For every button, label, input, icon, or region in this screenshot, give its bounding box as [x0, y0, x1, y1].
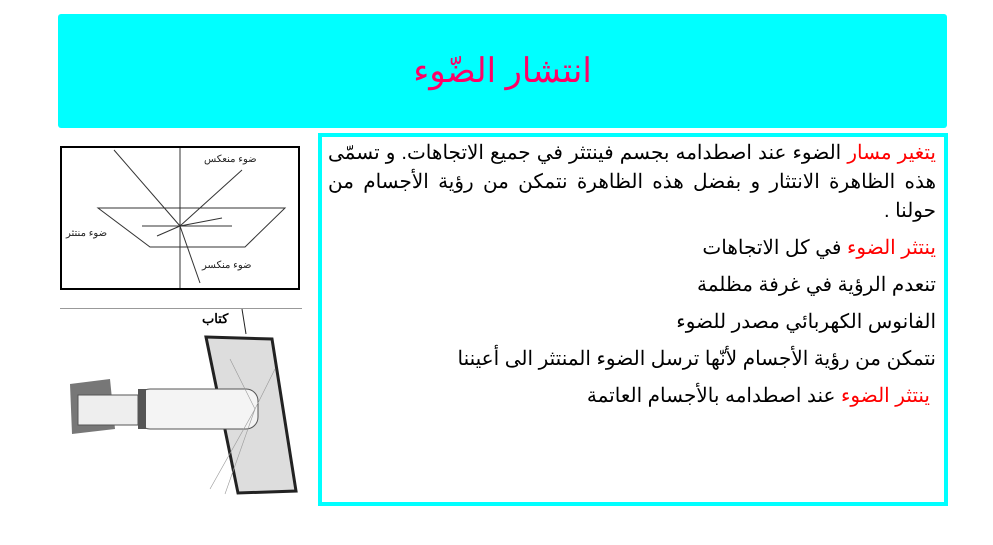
line-2 [328, 271, 936, 300]
title-banner [58, 14, 947, 128]
line-highlight: ينتثر الضوء [841, 385, 930, 407]
flashlight-book-image [60, 308, 302, 496]
line-4 [328, 345, 936, 374]
line-text: تنعدم الرؤية في غرفة مظلمة [696, 274, 936, 296]
scattering-diagram [60, 146, 300, 290]
reflected-light-label: ضوء منعكس [204, 154, 257, 165]
paragraph-highlight: يتغير مسار [847, 142, 937, 164]
line-highlight: ينتثر الضوء [847, 237, 936, 259]
line-text: الفانوس الكهربائي مصدر للضوء [676, 311, 936, 333]
line-1 [328, 234, 936, 263]
line-text: نتمكن من رؤية الأجسام لأنّها ترسل الضوء المنتثر الى أعيننا [457, 348, 936, 370]
flashlight-book-drawing [60, 309, 302, 496]
scattering-diagram-drawing [62, 148, 298, 288]
book-label: كتاب [202, 311, 229, 326]
line-3 [328, 308, 936, 337]
line-5 [328, 382, 936, 411]
line-text: في كل الاتجاهات [702, 237, 847, 259]
paragraph-text: الضوء عند اصطدامه بجسم فينتثر في جميع الاتجاهات. و تسمّى هذه الظاهرة الانتثار و بفضل هذه الظاهرة نتمكن من رؤية الأجسام من حولنا . [328, 142, 936, 222]
content-box [318, 133, 948, 506]
intro-paragraph [328, 139, 936, 226]
line-text: عند اصطدامه بالأجسام العاتمة [586, 385, 841, 407]
scattered-light-label: ضوء منتثر [66, 228, 108, 239]
refracted-light-label: ضوء منكسر [202, 260, 252, 271]
page-title: انتشار الضّوء [413, 52, 592, 90]
